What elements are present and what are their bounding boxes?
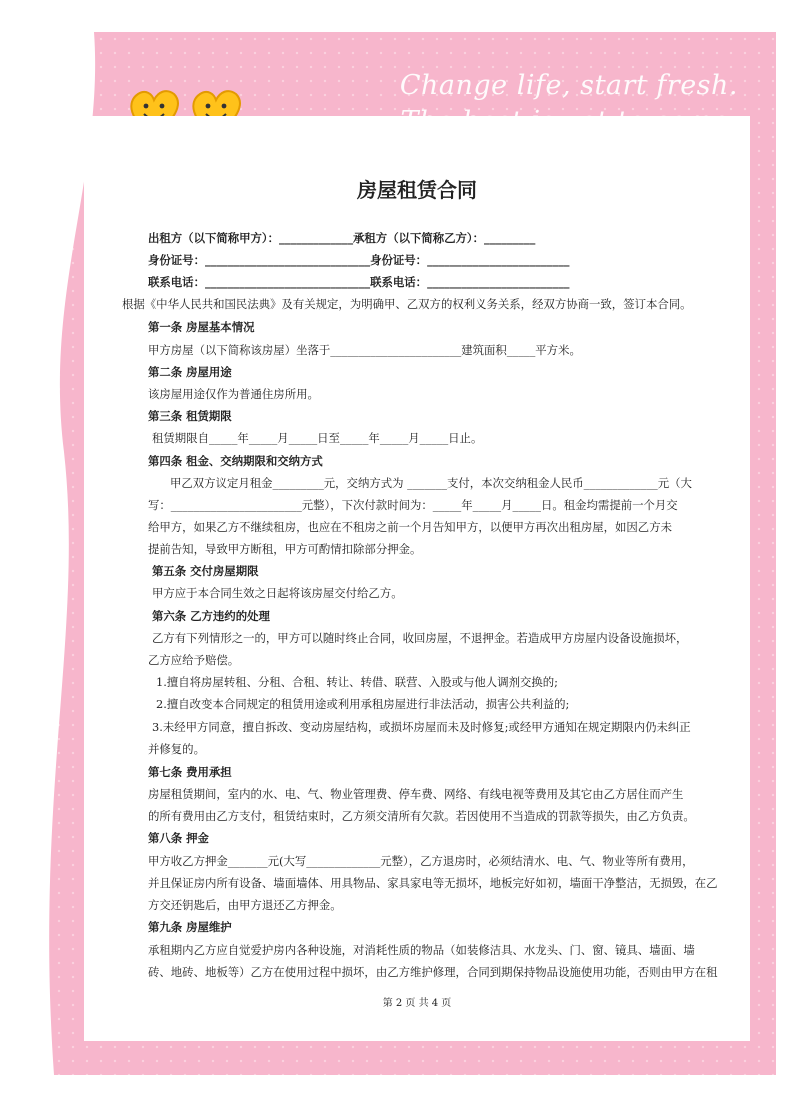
article-4-text-2: 写：_______________________元整），下次付款时间为：_____年_____月_____日。租金均需提前一个月交 xyxy=(148,498,678,512)
document-page xyxy=(84,116,750,1041)
article-4-text-1: 甲乙双方议定月租金_________元，交纳方式为 _______支付，本次交纳租金人民币_____________元（大 xyxy=(170,476,692,490)
article-9-text-2: 砖、地砖、地板等）乙方在使用过程中损坏，由乙方维护修理，合同到期保持物品设施使用功能，否则由甲方在租 xyxy=(148,965,718,979)
article-5-heading: 第五条 交付房屋期限 xyxy=(152,564,259,578)
article-2-text: 该房屋用途仅作为普通住房所用。 xyxy=(148,387,319,401)
article-4-text-3: 给甲方，如果乙方不继续租房，也应在不租房之前一个月告知甲方，以便甲方再次出租房屋，如因乙方未 xyxy=(148,520,672,534)
article-4-heading: 第四条 租金、交纳期限和交纳方式 xyxy=(148,454,323,468)
page-footer: 第 2 页 共 4 页 xyxy=(382,998,452,1009)
article-6-item-1: 1.擅自将房屋转租、分租、合租、转让、转借、联营、入股或与他人调剂交换的; xyxy=(156,675,558,689)
article-8-text-2: 并且保证房内所有设备、墙面墙体、用具物品、家具家电等无损坏，地板完好如初，墙面干净整洁，无损毁，在乙 xyxy=(148,876,718,890)
article-8-text-1: 甲方收乙方押金_______元(大写_____________元整），乙方退房时，必须结清水、电、气、物业等所有费用， xyxy=(148,854,694,868)
slogan-line-1: Change life, start fresh. xyxy=(399,70,738,101)
article-5-text: 甲方应于本合同生效之日起将该房屋交付给乙方。 xyxy=(152,586,403,600)
article-6-heading: 第六条 乙方违约的处理 xyxy=(152,609,270,623)
article-3-heading: 第三条 租赁期限 xyxy=(148,409,232,423)
article-8-heading: 第八条 押金 xyxy=(148,831,209,845)
article-6-item-2: 2.擅自改变本合同规定的租赁用途或利用承租房屋进行非法活动，损害公共利益的; xyxy=(156,697,570,711)
article-2-heading: 第二条 房屋用途 xyxy=(148,365,232,379)
article-9-heading: 第九条 房屋维护 xyxy=(148,920,232,934)
article-6-item-3: 3.未经甲方同意，擅自拆改、变动房屋结构，或损坏房屋而未及时修复;或经甲方通知在规定期限内仍未纠正 xyxy=(152,720,691,734)
article-1-heading: 第一条 房屋基本情况 xyxy=(148,320,255,334)
article-9-text-1: 承租期内乙方应自觉爱护房内各种设施，对消耗性质的物品（如装修洁具、水龙头、门、窗、镜具、墙面、墙 xyxy=(148,943,695,957)
article-6-item-3-cont: 并修复的。 xyxy=(148,742,205,756)
article-1-text: 甲方房屋（以下简称该房屋）坐落于_______________________建筑面积_____平方米。 xyxy=(148,343,581,357)
article-8-text-3: 方交还钥匙后，由甲方退还乙方押金。 xyxy=(148,898,342,912)
article-6-text-1: 乙方有下列情形之一的，甲方可以随时终止合同，收回房屋，不退押金。若造成甲方房屋内设备设施损坏， xyxy=(152,631,688,645)
preamble: 根据《中华人民共和国民法典》及有关规定，为明确甲、乙双方的权利义务关系，经双方协商一致，签订本合同。 xyxy=(122,297,692,311)
article-6-text-2: 乙方应给予赔偿。 xyxy=(148,653,240,667)
id-number-line: 身份证号：_____________________________身份证号：_________________________ xyxy=(148,253,570,267)
document-title: 房屋租赁合同 xyxy=(357,178,477,202)
article-7-text-1: 房屋租赁期间，室内的水、电、气、物业管理费、停车费、网络、有线电视等费用及其它由乙方居住而产生 xyxy=(148,787,684,801)
article-7-heading: 第七条 费用承担 xyxy=(148,765,232,779)
party-names-line: 出租方（以下简称甲方）：_____________承租方（以下简称乙方）：_________ xyxy=(148,231,536,245)
article-7-text-2: 的所有费用由乙方支付，租赁结束时，乙方须交清所有欠款。若因使用不当造成的罚款等损失，由乙方负责。 xyxy=(148,809,695,823)
article-4-text-4: 提前告知，导致甲方断租，甲方可酌情扣除部分押金。 xyxy=(148,542,422,556)
phone-line: 联系电话：_____________________________联系电话：_________________________ xyxy=(148,275,570,289)
article-3-text: 租赁期限自_____年_____月_____日至_____年_____月_____日止。 xyxy=(152,431,483,445)
